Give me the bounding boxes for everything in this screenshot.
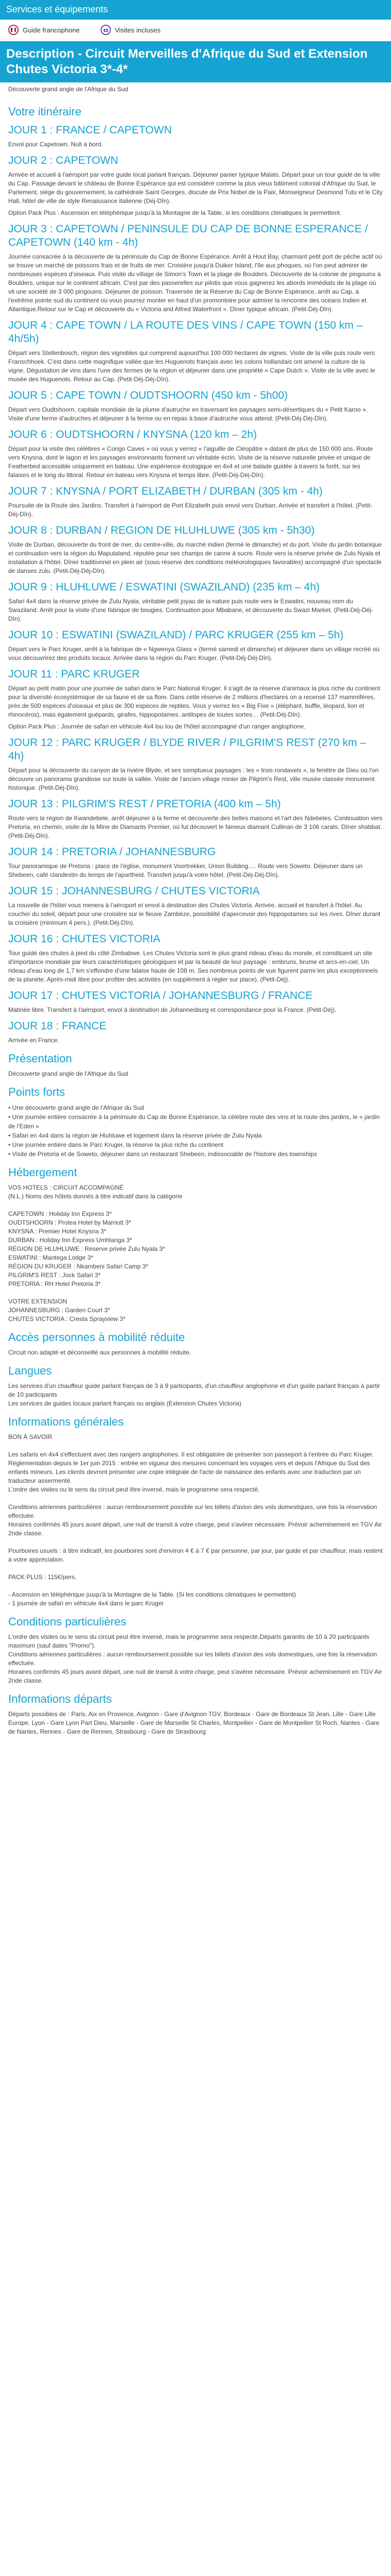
day-heading: JOUR 18 : FRANCE — [8, 1020, 107, 1032]
highlights-list — [8, 1103, 383, 1159]
accessibility-heading: Accès personnes à mobilité réduite — [8, 1331, 185, 1344]
list-item: • Une découverte grand angle de l'Afrique du Sud — [8, 1103, 383, 1112]
day-option-text: Option Pack Plus : Ascension en téléphérique jusqu'à la Montagne de la Table, si les conditions climatiques le permettent. — [8, 209, 341, 216]
list-item: • Une journée entière consacrée à la péninsule du Cap de Bonne Espérance, la célèbre route des vins et la route des jardins, le « jardin de l'Eden » — [8, 1112, 383, 1131]
day-heading: JOUR 13 : PILGRIM'S REST / PRETORIA (400 km – 5h) — [8, 798, 281, 810]
day-heading: JOUR 17 : CHUTES VICTORIA / JOHANNESBURG / FRANCE — [8, 990, 313, 1002]
presentation-text: Découverte grand angle de l'Afrique du Sud — [8, 1070, 128, 1077]
languages-heading: Langues — [8, 1364, 52, 1377]
day-heading: JOUR 9 : HLUHLUWE / ESWATINI (SWAZILAND) (235 km – 4h) — [8, 581, 320, 593]
day-text: Arrivée en France. — [8, 1037, 59, 1044]
list-item: • Safari en 4x4 dans la région de Hluhluwe et logement dans la réserve privée de Zulu Nyala — [8, 1131, 383, 1140]
day-heading: JOUR 11 : PARC KRUGER — [8, 668, 140, 680]
day-heading: JOUR 1 : FRANCE / CAPETOWN — [8, 124, 172, 136]
day-text: La nouvelle de l'hôtel vous menera à l'aéroport et envol à destination des Chutes Victoria. Arrivée, accueil et transfert à l'hôtel. Au coucher du soleil, départ pour une croisière sur le fleuve Zambèze, possibilité d'apercevoir des hippopotames sur les rives. Dîner durant la croisière (minimum 4 pers.). (Petit-Déj-Dîn). — [8, 902, 381, 926]
days-list — [8, 124, 383, 1045]
departures-heading: Informations départs — [8, 1692, 112, 1705]
service-french-guide — [8, 25, 80, 35]
list-item: • Visite de Pretoria et de Soweto, déjeuner dans un restaurant Shebeen, indissociable de l'histoire des townships — [8, 1149, 383, 1159]
day-text: Départ vers le Parc Kruger, arrêt à la fabrique de « Ngwenya Glass » (fermé samedi et dimanche) et déjeuner dans un village recréé où vous découvrirez des produits locaux. Arrivée dans la région du Parc Kruger. (Petit-Déj-Déj-Dîn). — [8, 646, 380, 662]
day-heading: JOUR 12 : PARC KRUGER / BLYDE RIVER / PILGRIM'S REST (270 km – 4h) — [8, 737, 366, 762]
accessibility-text: Circuit non adapté et déconseillé aux personnes à mobilité réduite. — [8, 1349, 191, 1356]
day-text: Matinée libre. Transfert à l'aéroport, envol à destination de Johannesburg et correspondance pour la France. (Petit-Déj). — [8, 1006, 336, 1013]
sightseeing-icon — [101, 25, 111, 35]
day-text: Envol pour Capetown. Nuit à bord. — [8, 141, 103, 148]
day-text: Arrivée et accueil à l'aéroport par votre guide local parlant français. Déjeuner panier typique Malais. Départ pour un tour guidé de la ville du Cap. Passage devant le château de Bonne Espérance qui est considéré comme la plus vieux bâtiment colonial d'Afrique du Sud, le Parlement, siège du gouvernement, la cathédrale Saint Georges, discute de Prix Nobel de la Paix, Monseigneur Desmond Tutu et le City Hall, hôtel de ville de style Renaissance italienne (Déj-Dîn). — [8, 171, 383, 205]
itinerary-section — [0, 105, 391, 1736]
conditions-text: L'ordre des visites ou le sens du circuit peut être inversé, mais le programme sera respecté.Départs garantis de 10 à 20 participants maximum (sauf dates "Promo"). Conditions aériennes particulières : aucun remboursement possible sur les billets d'avion des vols domestiques, une fois la réservation effectuée. Horaires confirmés 45 jours avant départ, une nuit de transit à votre charge, peut s'avérer nécessaire. Prévoir acheminement en TGV Air 2nde classe. — [8, 1633, 382, 1684]
day-heading: JOUR 2 : CAPETOWN — [8, 155, 119, 166]
page-title: Description - Circuit Merveilles d'Afrique du Sud et Extension Chutes Victoria 3*-4* — [0, 41, 391, 82]
general-info-text: BON À SAVOIR Les safaris en 4x4 s'effectuent avec des rangers anglophones. Il est obligatoire de présenter son passeport à l'entrée du Parc Kruger. Réglementation depuis le 1er juin 2015 : entrée en vigueur des mesures concernant les voyages vers et depuis l'Afrique du Sud des enfants mineurs. Les clients devront présenter une copie intégrale de l'acte de naissance des enfants avec une traduction par un traducteur assermenté. L'ordre des visites ou le sens du circuit peut être inversé, mais le programme sera respecté. Conditions aériennes particulières : aucun remboursement possible sur les billets d'avion des vols domestiques, une fois la réservation effectuée. Horaires confirmés 45 jours avant départ, une nuit de transit à votre charge, peut s'avérer nécessaire. Prévoir acheminement en TGV Air 2nde classe. Pourboires usuels : à titre indicatif, les pourboires sont d'environ 4 € à 7 € par personne, par jour, par guide et par chauffeur, mais restent à votre appréciation. PACK PLUS : 115€/pers. - Ascension en téléphérique jusqu'à la Montagne de la Table. (Si les conditions climatiques le permettent) - 1 journée de safari en véhicule 4x4 dans le parc Kruger — [8, 1433, 383, 1607]
services-row — [0, 20, 391, 41]
day-text: Départ pour la découverte du canyon de la rivière Blyde, et ses somptueux paysages : les « trois rondavels », la fenêtre de Dieu où l'on découvre un panorama grandiose sur toute la vallée. Visite de l'ancien village minier de Pilgrim's Rest, ville musée classée monument historique. (Petit-Déj-Dîn). — [8, 767, 379, 791]
day-text: Safari 4x4 dans la réserve privée de Zulu Nyala, véritable petit joyau de la nature puis route vers le Eswatini, nouveau nom du Swaziland. Arrêt pour la visite d'une fabrique de bougies. Continuation pour Mbabane, et découverte du Swazi Market. (Petit-Déj-Déj-Dîn). — [8, 598, 373, 622]
day-heading: JOUR 3 : CAPETOWN / PENINSULE DU CAP DE BONNE ESPERANCE / CAPETOWN (140 km - 4h) — [8, 223, 368, 248]
accommodation-text: VOS HOTELS : CIRCUIT ACCOMPAGNÉ (N.L.) Noms des hôtels donnés à titre indicatif dans la catégorie CAPETOWN : Holiday Inn Express 3* OUDTSHOORN : Protea Hotel by Marriott 3* KNYSNA : Premier Hotel Knysna 3* DURBAN : Holiday Inn Express Umhlanga 3* RÉGION DE HLUHLUWE : Réserve privée Zulu Nyala 3* ESWATINI : Mantega Lodge 3* RÉGION DU KRUGER : Nkambeni Safari Camp 3* PILGRIM'S REST : Jock Safari 3* PRETORIA : RH Hotel Pretoria 3* VOTRE EXTENSION JOHANNESBURG : Garden Court 3* CHUTES VICTORIA : Cresta Sprayview 3* — [8, 1184, 183, 1323]
presentation-heading: Présentation — [8, 1052, 72, 1065]
day-heading: JOUR 5 : CAPE TOWN / OUDTSHOORN (450 km - 5h00) — [8, 389, 288, 401]
day-text: Visite de Durban, découverte du front de mer, du centre-ville, du marché indien (fermé le dimanche) et du port. Visite du jardin botanique et continuation vers la région du Maputaland, réputée pour ses champs de canne à sucre. Route vers la réserve privée de Zulu Nyala et installation à l'hôtel. Dîner traditionnel en plein air (sous réserve des conditions météorologiques favorables) accompagné d'un spectacle de danses zulu. (Petit-Déj-Déj-Dîn). — [8, 541, 382, 574]
list-item: • Une journée entière dans le Parc Kruger, la réserve la plus riche du continent — [8, 1140, 383, 1149]
highlights-heading: Points forts — [8, 1086, 66, 1098]
departures-text: Départs possibles de : Paris, Aix en Provence, Avignon - Gare d'Avignon TGV, Bordeaux - Gare de Bordeaux St Jean, Lille - Gare Lille Europe, Lyon - Gare Lyon Part Dieu, Marseille - Gare de Marseille St Charles, Montpellier - Gare de Montpellier St Roch, Nantes - Gare de Nantes, Rennes - Gare de Rennes, Strasbourg - Gare de Strasbourg — [8, 1710, 380, 1735]
day-heading: JOUR 16 : CHUTES VICTORIA — [8, 933, 160, 945]
day-text: Tour guidé des chutes à pied du côté Zimbabwe. Les Chutes Victoria sont le plus grand rideau d'eau du monde, et constituent un site d'importance mondiale par leurs caractéristiques géologiques et par la beauté de leur paysage : embruns, brume et arcs-en-ciel. Un rideau d'eau long de 1,7 km s'effondre d'une falaise haute de 108 m. Ses nombreux points de vue figurent parmi les plus exceptionnels de la planète. Après-midi libre pour profiter des activités (en supplément à régler sur place). (Petit-Déj). — [8, 950, 378, 983]
day-text: Départ pour la visite des célèbres « Congo Caves » où vous y verrez « l'aiguille de Cléopâtre » datant de plus de 150 000 ans. Route vers Knysna, dont le lagon et les paysages environnants forment un véritable écrin. Visite de la réserve naturelle privée et unique de Featherbed accessible uniquement en bateau. Une expérience écologique en 4x4 et une balade guidée à travers la forêt, sur les falaises et le long du littoral. Retour en bateau vers Knysna et temps libre. (Petit-Déj-Déj-Dîn). — [8, 445, 373, 479]
day-heading: JOUR 4 : CAPE TOWN / LA ROUTE DES VINS / CAPE TOWN (150 km – 4h/5h) — [8, 319, 363, 345]
day-text: Départ vers Stellenbosch, région des vignobles qui comprend aujourd'hui 100 000 hectares de vignes. Visite de la ville puis route vers Franschhoek. C'est dans cette magnifique vallée que les Huguenots français avec les colons hollandais ont amené la culture de la vigne. Dégustation de vins dans l'une des fermes de la région et déjeuner dans une propriété « Cape Dutch ». Visite de la ville avec le musée des Huguenots. Retour au Cap. (Petit-Déj-Déj-Dîn). — [8, 349, 376, 383]
day-heading: JOUR 14 : PRETORIA / JOHANNESBURG — [8, 846, 216, 858]
service-visits — [101, 25, 161, 35]
day-option-text: Option Pack Plus : Journée de safari en véhicule 4x4 lou lou de l'hôtel accompagné d'un ranger anglophone. — [8, 723, 306, 730]
services-header: Services et équipements — [0, 0, 391, 20]
service-label: Visites incluses — [115, 26, 161, 34]
page-subtitle: Découverte grand angle de l'Afrique du Sud — [8, 86, 128, 93]
day-heading: JOUR 8 : DURBAN / REGION DE HLUHLUWE (305 km - 5h30) — [8, 524, 315, 536]
accommodation-heading: Hébergement — [8, 1166, 77, 1179]
day-heading: JOUR 6 : OUDTSHOORN / KNYSNA (120 km – 2h) — [8, 429, 257, 440]
conditions-heading: Conditions particulières — [8, 1615, 126, 1628]
day-heading: JOUR 7 : KNYSNA / PORT ELIZABETH / DURBAN (305 km - 4h) — [8, 485, 323, 497]
day-text: Départ au petit matin pour une journée de safari dans le Parc National Kruger. Il s'agit de la réserve d'animaux la plus riche du continent pour la diversité écosystémique de sa faune et de sa flore. Dans cette réserve de 2 millions d'hectares on a recensé 137 mammifères, près de 500 espèces d'oiseaux et plus de 300 espèces de reptiles. Vous y verrez les « Big Five » (éléphant, buffle, léopard, lion et rhinocéros), mais également guépards, girafes, hippopotames, antilopes de toutes sortes… (Petit-Déj-Dîn). — [8, 685, 380, 718]
itinerary-heading: Votre itinéraire — [8, 105, 82, 118]
day-heading: JOUR 10 : ESWATINI (SWAZILAND) / PARC KRUGER (255 km – 5h) — [8, 629, 344, 641]
day-text: Tour panoramique de Pretoria : place de l'église, monument Voortrekker, Union Building…. Route vers Soweto. Déjeuner dans un Shebeen, café clandestin du temps de l'apartheid. Transfert jusqu'à votre hôtel. (Petit-Déj-Déj-Dîn). — [8, 862, 363, 878]
day-text: Poursuite de la Route des Jardins. Transfert à l'aéroport de Port Elizabeth puis envol vers Durban. Arrivée et transfert à l'hôtel. (Petit-Déj-Dîn). — [8, 502, 372, 518]
day-heading: JOUR 15 : JOHANNESBURG / CHUTES VICTORIA — [8, 885, 260, 897]
languages-text: Les services d'un chauffeur guide parlant français de 3 à 9 participants, d'un chauffeur anglophone et d'un guide parlant français à partir de 10 participants Les services de guides locaux parlant français ou anglais (Extension Chutes Victoria) — [8, 1382, 380, 1407]
general-info-heading: Informations générales — [8, 1415, 124, 1428]
day-text: Route vers la région de Kwandebele, arrêt déjeuner à la ferme et découverte des belles maisons et l'art des Ndebeles. Continuation vers Pretoria, en chemin, visite de la Mine de Diamants Premier, où fut découvert le fameux diamant Cullinan de 3 106 carats. Dîner shabbat. (Petit-Déj-Dîn). — [8, 815, 383, 839]
day-text: Journée consacrée à la découverte de la péninsule du Cap de Bonne Espérance. Arrêt à Hout Bay, charmant petit port de pêche actif où se trouve un marché de poissons frais et de fruits de mer. Croisière jusqu'à Duiker Island, l'île aux phoques, où l'on peut admirer de nombreuses espèces d'oiseaux. Puis visite du village de Simon's Town et la plage de Boulders. Découverte de la colonie de pingouins à Boulders, unique sur le continent africain. C'est par des passerelles sur pilotis que vous gagnerez les abords immédiats de la plage où vit une société de 3 000 pingouins. Déjeuner de poisson. Traversée de la Réserve du Cap de Bonne Espérance, arrêt au Cap, à l'extrême pointe sud du continent où vous pourrez monter en haut d'un promontoire pour admirer la rencontre des océans Indien et Atlantique.Retour sur le Cap et découverte du « Victoria and Alfred Waterfront ». Dîner typique africain. (Petit-Déj-Dîn). — [8, 253, 382, 313]
service-label: Guide francophone — [23, 26, 80, 34]
flag-icon — [8, 25, 19, 35]
day-text: Départ vers Oudtshoorn, capitale mondiale de la plume d'autruche en traversant les paysages semi-désertiques du « Petit Karoo ». Visite d'une ferme d'autruches et déjeuner à la ferme ou en repas à base d'autruche vous attend. (Petit-Déj-Déj-Dîn). — [8, 406, 368, 422]
